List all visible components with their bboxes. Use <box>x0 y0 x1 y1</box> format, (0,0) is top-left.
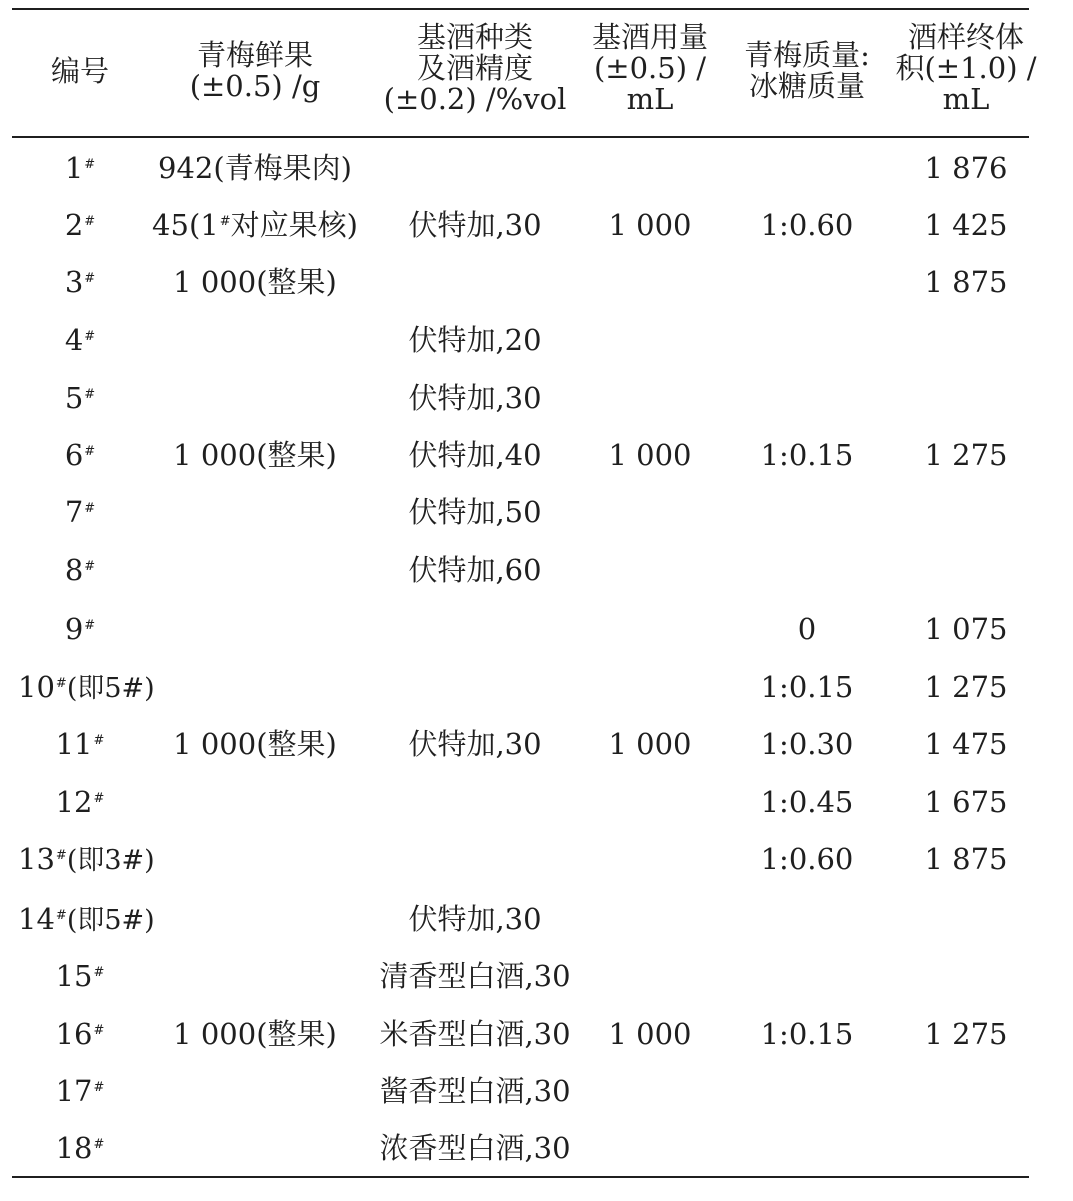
ratio-row-13: 1:0.60 <box>760 842 854 876</box>
row-number-mark: # <box>84 444 96 459</box>
ratio-row-12: 1:0.45 <box>760 785 854 819</box>
row-number-mark: # <box>55 848 67 863</box>
liquor-group-3: 伏特加,30 <box>408 727 542 761</box>
header-rule <box>12 136 1029 138</box>
row-number: 5 <box>64 381 84 415</box>
row-id-18 <box>20 1131 140 1165</box>
row-number-mark: # <box>93 733 105 748</box>
row-number-mark: # <box>93 1080 105 1095</box>
header-base-liquor: 基酒种类 及酒精度 (±0.2) /%vol <box>383 20 567 116</box>
row-id-13 <box>18 842 155 878</box>
ratio-group-2: 1:0.15 <box>760 438 854 472</box>
row-number-mark: # <box>84 157 96 172</box>
header-ratio: 青梅质量: 冰糖质量 <box>744 38 870 103</box>
liquor-row-15: 清香型白酒,30 <box>379 959 571 993</box>
row-id-14 <box>18 902 155 938</box>
liquor-group-1: 伏特加,30 <box>408 208 542 242</box>
fruit-group-2: 1 000(整果) <box>173 438 337 472</box>
row-number: 1 <box>64 151 84 185</box>
row-id-17 <box>20 1074 140 1108</box>
header-base-volume: 基酒用量 (±0.5) / mL <box>591 20 708 116</box>
row-number: 7 <box>64 495 84 529</box>
liquor-row-18: 浓香型白酒,30 <box>379 1131 571 1165</box>
row-number-mark: # <box>93 1137 105 1152</box>
row-number-mark: # <box>84 214 96 229</box>
liquor-row-4: 伏特加,20 <box>408 323 542 357</box>
liquor-row-17: 酱香型白酒,30 <box>379 1074 571 1108</box>
row-id-16 <box>20 1017 140 1051</box>
row-number: 4 <box>64 323 84 357</box>
row-number-mark: # <box>84 271 96 286</box>
row-number: 14 <box>18 902 55 936</box>
row-id-11 <box>20 727 140 761</box>
row-id-1 <box>20 151 140 185</box>
final-group-2: 1 275 <box>924 438 1008 472</box>
final-row-13: 1 875 <box>924 842 1008 876</box>
liquor-row-6: 伏特加,40 <box>408 438 542 472</box>
row-number-mark: # <box>84 559 96 574</box>
row-id-5 <box>20 381 140 415</box>
volume-group-1: 1 000 <box>608 208 692 242</box>
liquor-row-7: 伏特加,50 <box>408 495 542 529</box>
final-row-3: 1 875 <box>924 265 1008 299</box>
row-id-8 <box>20 553 140 587</box>
row-id-15 <box>20 959 140 993</box>
ratio-row-10: 1:0.15 <box>760 670 854 704</box>
row-number: 11 <box>55 727 93 761</box>
final-row-2: 1 425 <box>924 208 1008 242</box>
top-rule <box>12 8 1029 10</box>
row-id-12 <box>20 785 140 819</box>
final-row-12: 1 675 <box>924 785 1008 819</box>
row-number: 12 <box>55 785 93 819</box>
row-number-mark: # <box>93 791 105 806</box>
row-note: (即5#) <box>66 673 155 704</box>
row-number-mark: # <box>84 329 96 344</box>
header-id: 编号 <box>50 54 109 88</box>
row-number-mark: # <box>84 501 96 516</box>
final-row-9: 1 075 <box>924 612 1008 646</box>
row-note: (即3#) <box>66 845 155 876</box>
row-number: 15 <box>55 959 93 993</box>
row-id-2 <box>20 208 140 242</box>
volume-group-2: 1 000 <box>608 438 692 472</box>
liquor-row-8: 伏特加,60 <box>408 553 542 587</box>
liquor-row-16: 米香型白酒,30 <box>379 1017 571 1051</box>
row-number: 8 <box>64 553 84 587</box>
row-number-mark: # <box>55 676 67 691</box>
final-row-10: 1 275 <box>924 670 1008 704</box>
row-id-4 <box>20 323 140 357</box>
bottom-rule <box>12 1176 1029 1178</box>
header-final-volume: 酒样终体 积(±1.0) / mL <box>895 20 1037 116</box>
row-number: 3 <box>64 265 84 299</box>
row-number-mark: # <box>93 965 105 980</box>
row-number: 6 <box>64 438 84 472</box>
volume-group-4: 1 000 <box>608 1017 692 1051</box>
row-id-10 <box>18 670 155 706</box>
row-id-6 <box>20 438 140 472</box>
final-row-1: 1 876 <box>924 151 1008 185</box>
row-number: 16 <box>55 1017 93 1051</box>
fruit-group-3: 1 000(整果) <box>173 727 337 761</box>
fruit-row-1: 942(青梅果肉) <box>158 151 352 185</box>
row-number: 17 <box>55 1074 93 1108</box>
row-number: 18 <box>55 1131 93 1165</box>
ratio-group-1: 1:0.60 <box>760 208 854 242</box>
row-id-7 <box>20 495 140 529</box>
row-id-3 <box>20 265 140 299</box>
row-number: 13 <box>18 842 55 876</box>
row-number-mark: # <box>84 618 96 633</box>
row-number-mark: # <box>84 387 96 402</box>
liquor-row-14: 伏特加,30 <box>408 902 542 936</box>
row-note: (即5#) <box>66 905 155 936</box>
row-number: 2 <box>64 208 84 242</box>
ratio-group-4: 1:0.15 <box>760 1017 854 1051</box>
row-number: 10 <box>18 670 55 704</box>
volume-group-3: 1 000 <box>608 727 692 761</box>
final-group-4: 1 275 <box>924 1017 1008 1051</box>
row-number-mark: # <box>55 908 67 923</box>
row-id-9 <box>20 612 140 646</box>
fruit-row-3: 1 000(整果) <box>173 265 337 299</box>
final-row-11: 1 475 <box>924 727 1008 761</box>
ratio-row-11: 1:0.30 <box>760 727 854 761</box>
header-fresh-fruit: 青梅鲜果 (±0.5) /g <box>189 38 321 103</box>
fruit-group-4: 1 000(整果) <box>173 1017 337 1051</box>
ratio-row-9: 0 <box>797 612 817 646</box>
row-number-mark: # <box>93 1023 105 1038</box>
row-number: 9 <box>64 612 84 646</box>
liquor-row-5: 伏特加,30 <box>408 381 542 415</box>
fruit-row-2: 45(1#对应果核) <box>152 208 358 242</box>
